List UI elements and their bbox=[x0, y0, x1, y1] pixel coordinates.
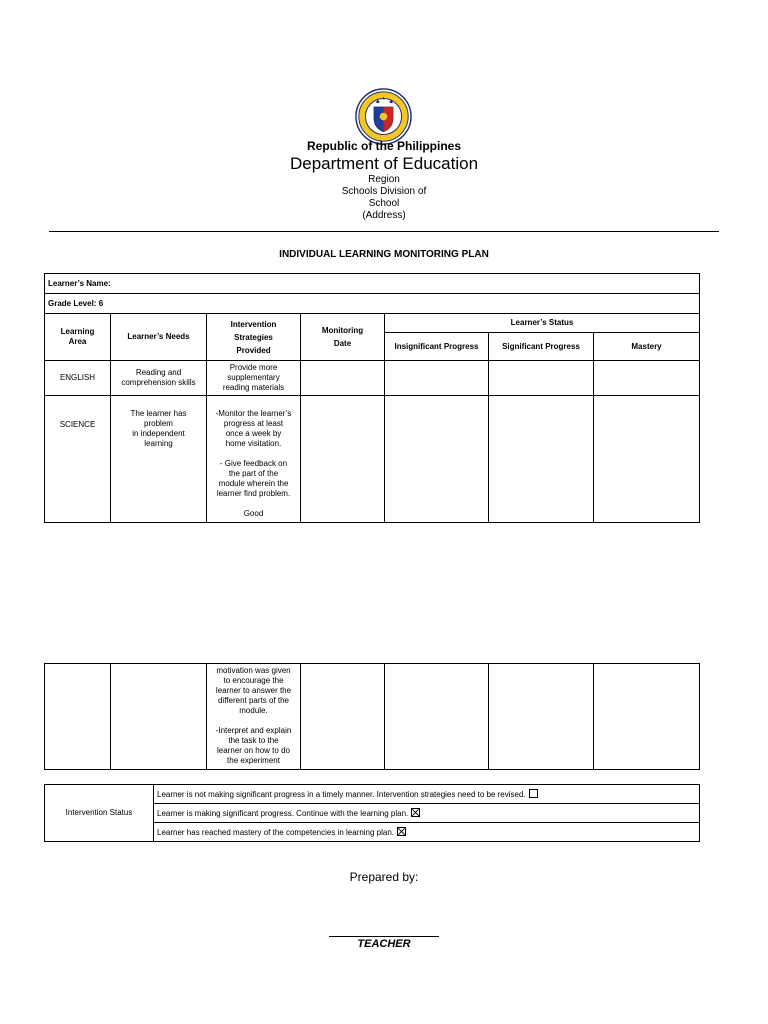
school-line: School bbox=[368, 198, 400, 209]
mastery-cell bbox=[594, 664, 700, 770]
significant-cell bbox=[489, 664, 594, 770]
teacher-label: TEACHER bbox=[357, 938, 411, 950]
strategies-cell: Provide more supplementary reading materials bbox=[207, 361, 301, 396]
department-heading: Department of Education bbox=[289, 154, 479, 173]
status-option-text: Learner has reached mastery of the competencies in learning plan. bbox=[157, 827, 395, 837]
area-cell bbox=[45, 664, 111, 770]
status-option-text: Learner is making significant progress. Continue with the learning plan. bbox=[157, 808, 409, 818]
division-line: Schools Division of bbox=[341, 186, 427, 197]
status-option bbox=[154, 823, 700, 842]
address-line: (Address) bbox=[362, 210, 406, 221]
table-row bbox=[45, 664, 700, 770]
col-intervention-strategies: Intervention Strategies Provided bbox=[207, 314, 301, 361]
insignificant-cell bbox=[385, 361, 489, 396]
col-insignificant-progress: Insignificant Progress bbox=[385, 333, 489, 361]
significant-cell bbox=[489, 361, 594, 396]
status-option bbox=[154, 785, 700, 804]
monitoring-table-continued bbox=[44, 663, 700, 770]
significant-cell bbox=[489, 396, 594, 523]
signature-line bbox=[329, 936, 439, 937]
monitoring-date-cell bbox=[301, 361, 385, 396]
checked-checkbox-icon[interactable] bbox=[411, 808, 420, 817]
mastery-cell bbox=[594, 396, 700, 523]
unchecked-checkbox-icon[interactable] bbox=[529, 789, 538, 798]
republic-heading: Republic of the Philippines bbox=[306, 139, 461, 153]
region-line: Region bbox=[368, 174, 400, 185]
intervention-status-table bbox=[44, 784, 700, 842]
mastery-cell bbox=[594, 361, 700, 396]
insignificant-cell bbox=[385, 396, 489, 523]
insignificant-cell bbox=[385, 664, 489, 770]
col-significant-progress: Significant Progress bbox=[489, 333, 594, 361]
document-title: INDIVIDUAL LEARNING MONITORING PLAN bbox=[279, 249, 489, 260]
needs-cell: The learner has problem in independent learning bbox=[111, 396, 207, 523]
col-learners-status: Learner’s Status bbox=[385, 314, 700, 333]
status-option bbox=[154, 804, 700, 823]
table-row bbox=[45, 361, 700, 396]
grade-level-cell: Grade Level: 6 bbox=[45, 294, 700, 314]
strategies-cell: -Monitor the learner’s progress at least once a week by home visitation. - Give feedback on the part of the module wherein the learner find problem. Good bbox=[207, 396, 301, 523]
learner-name-cell: Learner’s Name: bbox=[45, 274, 700, 294]
header-divider bbox=[49, 231, 719, 232]
col-monitoring-date: Monitoring Date bbox=[301, 314, 385, 361]
strategies-cell: motivation was given to encourage the learner to answer the different parts of the module. -Interpret and explain the task to the learner on how to do the experiment bbox=[207, 664, 301, 770]
table-row bbox=[45, 396, 700, 523]
area-cell: ENGLISH bbox=[45, 361, 111, 396]
col-mastery: Mastery bbox=[594, 333, 700, 361]
needs-cell: Reading and comprehension skills bbox=[111, 361, 207, 396]
monitoring-table bbox=[44, 273, 700, 523]
needs-cell bbox=[111, 664, 207, 770]
col-learning-area: Learning Area bbox=[45, 314, 111, 361]
intervention-status-label: Intervention Status bbox=[45, 785, 154, 842]
prepared-by-label: Prepared by: bbox=[349, 870, 419, 884]
monitoring-date-cell bbox=[301, 664, 385, 770]
status-option-text: Learner is not making significant progress in a timely manner. Intervention strategies need to be revised. bbox=[157, 789, 526, 799]
checked-checkbox-icon[interactable] bbox=[397, 827, 406, 836]
deped-seal-logo bbox=[355, 88, 412, 145]
col-learners-needs: Learner’s Needs bbox=[111, 314, 207, 361]
monitoring-date-cell bbox=[301, 396, 385, 523]
area-cell: SCIENCE bbox=[45, 396, 111, 523]
